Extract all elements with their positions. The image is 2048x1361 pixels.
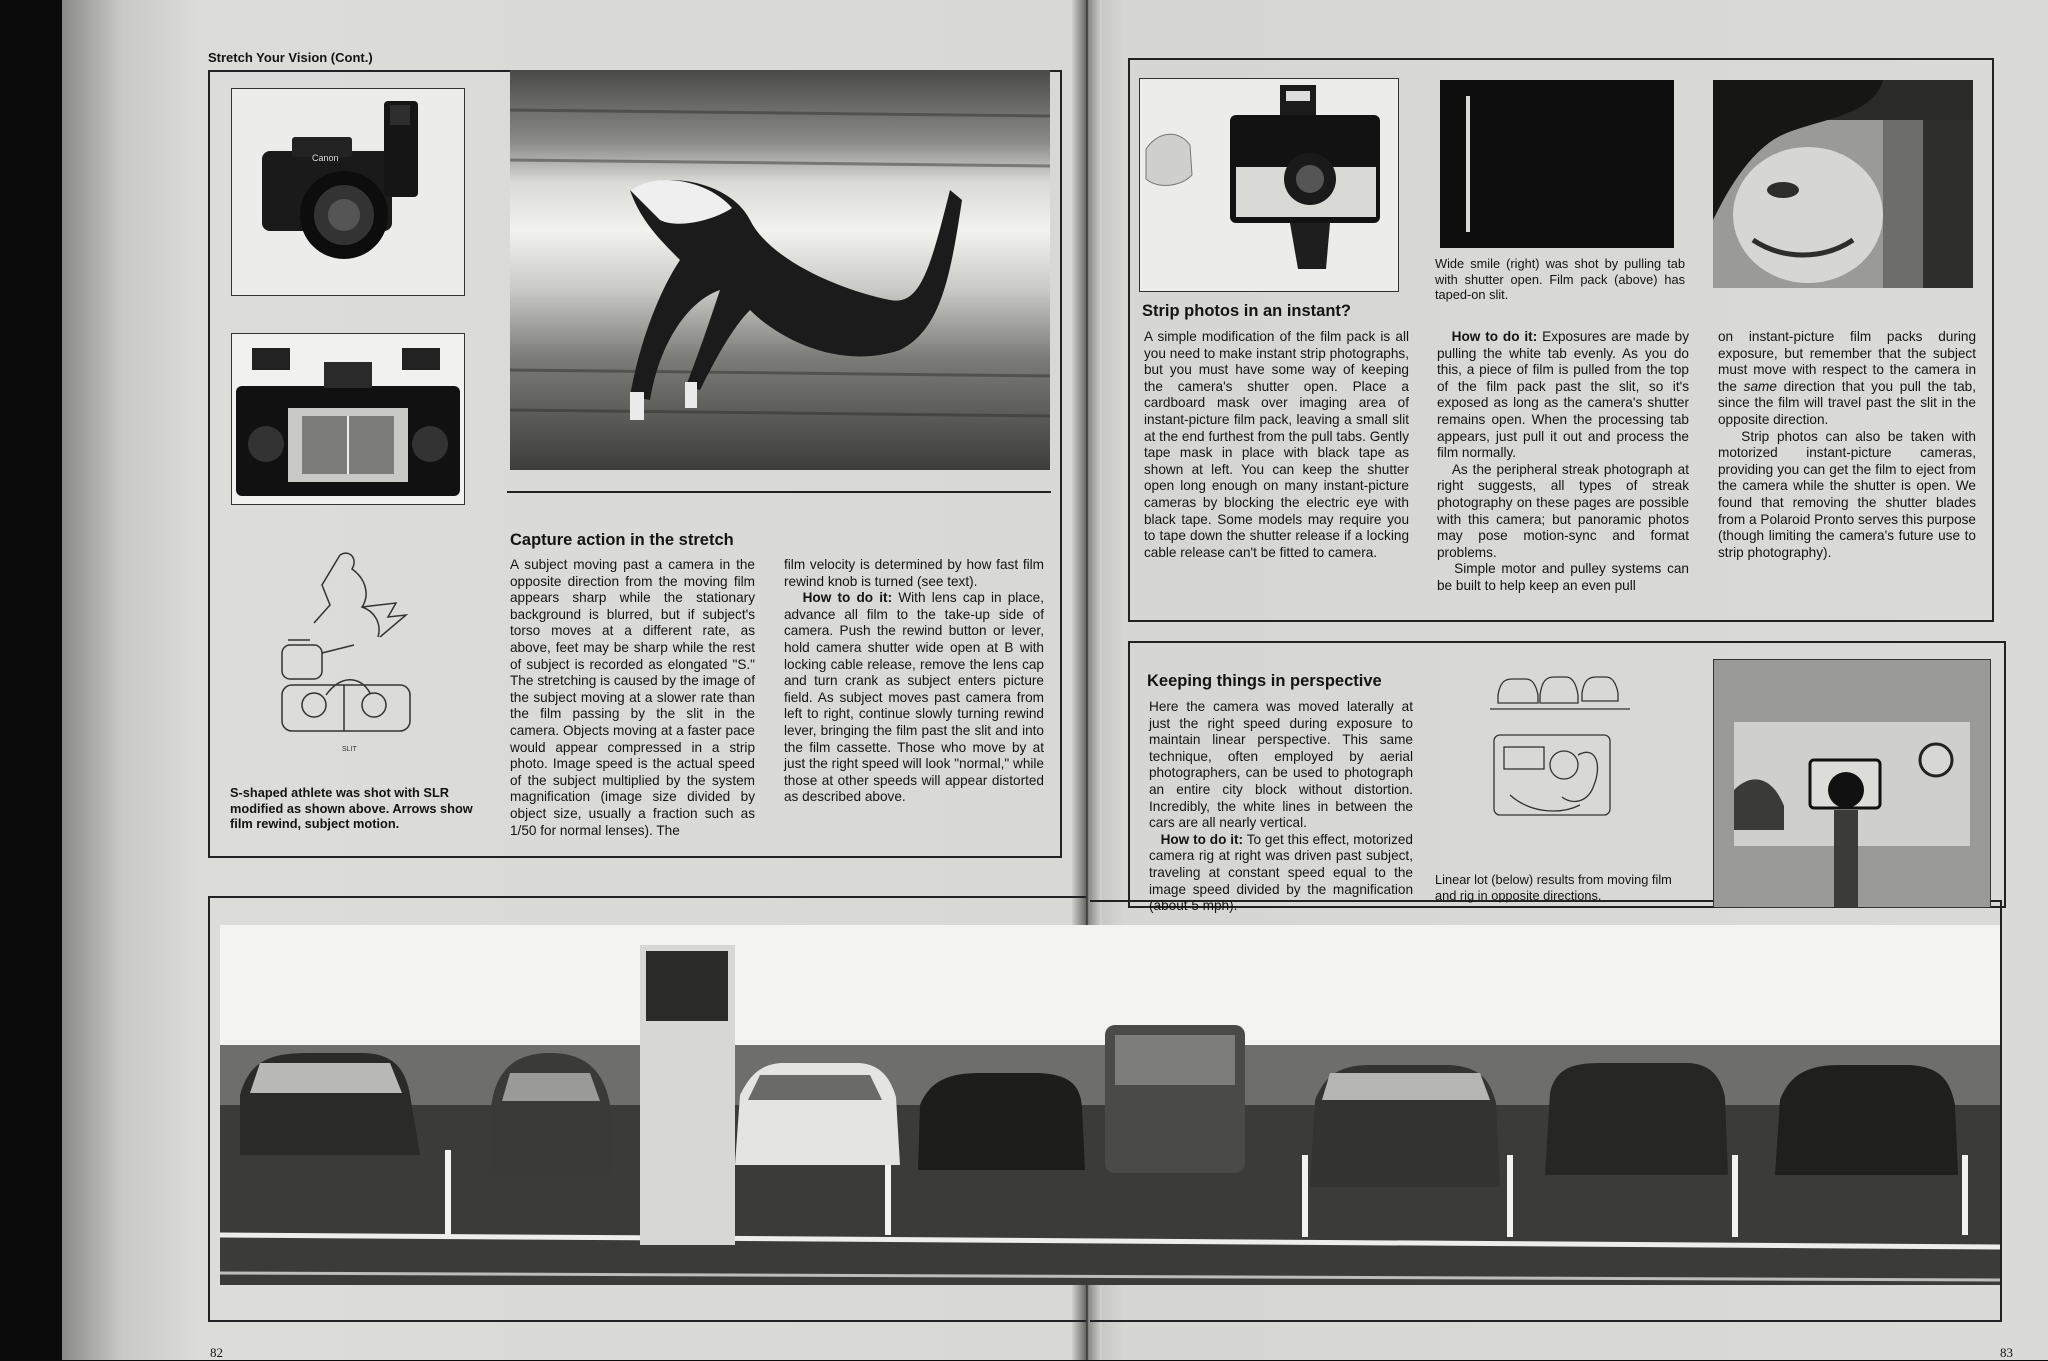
capture-col1: A subject moving past a camera in the opposite direction from the moving film appears sharp while the stationary background is blurred, but if subject's torso moves at a different rate, as above, feet may be sharp while the rest of subject is recorded as elongated "S." The stretching is caused by the image of the subject moving at a slower rate than the film passing by the slit in the camera. Objects moving at a faster pace would appear compressed in a strip photo. Image speed is the actual speed of the subject multiplied by the system magnification (image size divided by object size, usually a fraction such as 1/50 for normal lenses). The: [510, 557, 755, 838]
polaroid-caption: Wide smile (right) was shot by pulling tab with shutter open. Film pack (above) has taped-on slit.: [1435, 256, 1685, 303]
figure-caption: S-shaped athlete was shot with SLR modified as shown above. Arrows show film rewind, subject motion.: [230, 785, 473, 832]
lot-caption: Linear lot (below) results from moving film and rig in opposite directions.: [1435, 872, 1672, 903]
perspective-a: Here the camera was moved laterally at just the right speed during exposure to maintain linear perspective. This same technique, often employed by aerial photographers, can be used to photograph an entire city block without distortion. Incredibly, the white lines in between the cars are all nearly vertical.: [1149, 699, 1413, 831]
capture-heading: Capture action in the stretch: [510, 531, 734, 549]
strip-heading: Strip photos in an instant?: [1142, 302, 1351, 320]
strip-col2-b: As the peripheral streak photograph at right suggests, all types of streak photography on these pages are possible with this camera; but panoramic photos may pose motion-sync and format problems.: [1437, 461, 1689, 560]
photo-rule: [507, 491, 1051, 493]
strip-col1: A simple modification of the film pack is all you need to make instant strip photographs, but you must have some way of keeping the camera's shutter open. Place a cardboard mask over imaging area of instant-picture film pack, leaving a small slit at the end furthest from the pull tabs. Gently tape mask in place with black tape as shown at left. You can keep the shutter open long enough on many instant-picture cameras by blocking the electric eye with black tape. Some models may require you to tape down the shutter release if a locking cable release can't be fitted to camera.: [1144, 329, 1409, 560]
perspective-b: To get this effect, motorized camera rig at right was driven past subject, traveling at constant speed equal to the image speed divided by the magnification (about 5 mph).: [1149, 831, 1413, 914]
motorized-rig-photo: [1713, 659, 1991, 908]
stretched-athlete-photo: [510, 70, 1050, 470]
strip-col2-c: Simple motor and pulley systems can be built to help keep an even pull: [1437, 561, 1689, 593]
camera-brand-mark: Canon: [312, 153, 339, 163]
page-number-left: 82: [210, 1345, 223, 1360]
running-head: Stretch Your Vision (Cont.): [208, 50, 373, 65]
strip-howto-label: How to do it:: [1451, 329, 1538, 344]
strip-col3-b: Strip photos can also be taken with motorized instant-picture cameras, providing you can get the film to eject from the camera while the shutter is open. We found that removing the shutter blades from a Polaroid Pronto serves this purpose (though limiting the camera's future use to strip photography).: [1718, 428, 1976, 560]
perspective-heading: Keeping things in perspective: [1147, 672, 1382, 690]
strip-col2-a: Exposures are made by pulling the white tab evenly. As you do this, a piece of film is pulled from the top of the film pack past the slit, so it's exposed as long as the camera's shutter remains open. When the processing tab appears, just pull it out and process the film normally.: [1437, 329, 1689, 461]
slr-camera-photo: [231, 88, 465, 296]
strip-col3: [1718, 329, 1976, 561]
strip-col3-a2: direction that you pull the tab, since the film will travel past the slit in the opposite direction.: [1718, 378, 1976, 427]
perspective-howto-label: How to do it:: [1160, 831, 1244, 847]
slit-label: SLIT: [342, 746, 357, 753]
howto-label: How to do it:: [802, 590, 893, 606]
instant-camera-photo: [1139, 78, 1399, 292]
strip-col2: [1437, 329, 1689, 595]
slr-back-modified-photo: [231, 333, 465, 505]
camera-rig-diagram: [1490, 665, 1630, 845]
capture-col2: [784, 557, 1044, 806]
capture-col2-b: With lens cap in place, advance all film to the take-up side of camera. Push the rewind button or lever, hold camera shutter wide open at B with locking cable release, remove the lens cap and turn crank as subject enters picture field. As subject moves past camera from left to right, continue slowly turning rewind lever, bringing the film past the slit and into the film cassette. Those who move by at just the right speed will look "normal," while those at other speeds will appear distorted as described above.: [784, 590, 1044, 805]
linear-parking-lot-photo: [220, 925, 2000, 1285]
capture-col2-a: film velocity is determined by how fast film rewind knob is turned (see text).: [784, 557, 1044, 589]
strip-col3-emphasis: same: [1743, 378, 1777, 394]
perspective-body: [1149, 699, 1413, 915]
strip-col3-a1: on instant-picture film packs during exposure, but remember that the subject must move with respect to the camera in the: [1718, 329, 1976, 394]
wide-smile-photo: [1713, 80, 1973, 288]
page-number-right: 83: [2000, 1345, 2013, 1360]
film-pack-photo: [1440, 80, 1674, 248]
rewind-diagram: [270, 545, 430, 760]
